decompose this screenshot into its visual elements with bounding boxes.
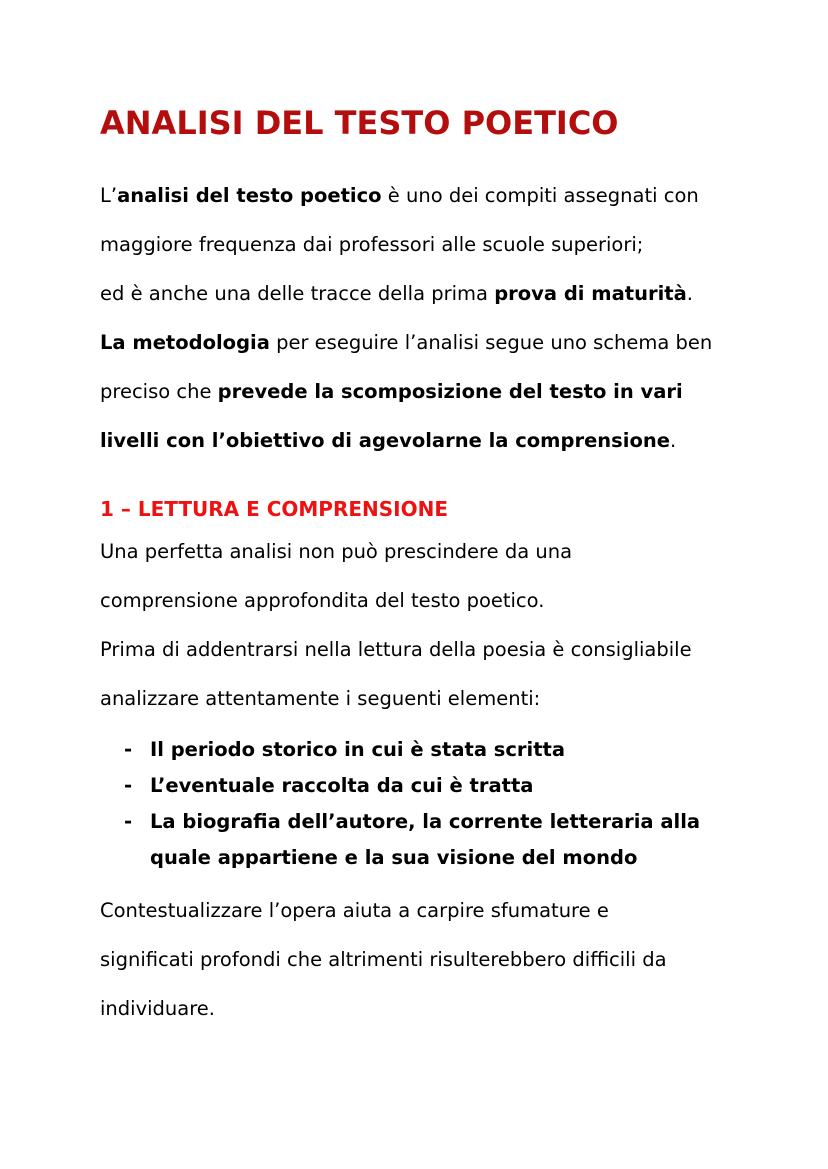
list-item: - La biografia dell’autore, la corrente letteraria alla: [124, 804, 700, 840]
section-line-2: comprensione approfondita del testo poetico.: [100, 589, 545, 612]
closing-line-1: Contestualizzare l’opera aiuta a carpire sfumature e: [100, 899, 609, 922]
closing-paragraph: [100, 886, 780, 1033]
page-title: ANALISI DEL TESTO POETICO: [100, 104, 619, 142]
bullet-marker: -: [124, 810, 133, 833]
list-item: - L’eventuale raccolta da cui è tratta: [124, 768, 700, 804]
elements-list: [124, 732, 700, 876]
closing-line-2: significati profondi che altrimenti risulterebbero difficili da: [100, 948, 667, 971]
section-line-4: analizzare attentamente i seguenti elementi:: [100, 687, 541, 710]
intro-line-5: preciso che prevede la scomposizione del testo in vari: [100, 380, 683, 403]
emphasis-livelli: livelli con l’obiettivo di agevolarne la comprensione: [100, 429, 670, 452]
intro-line-4: La metodologia per eseguire l’analisi segue uno schema ben: [100, 331, 713, 354]
intro-line-3: ed è anche una delle tracce della prima prova di maturità.: [100, 282, 693, 305]
bullet-marker: -: [124, 774, 133, 797]
emphasis-scomposizione: prevede la scomposizione del testo in vari: [217, 380, 683, 403]
intro-line-1: L’analisi del testo poetico è uno dei compiti assegnati con: [100, 184, 699, 207]
section-line-3: Prima di addentrarsi nella lettura della poesia è consigliabile: [100, 638, 692, 661]
list-item: - Il periodo storico in cui è stata scritta: [124, 732, 700, 768]
bullet-marker: -: [124, 738, 133, 761]
closing-line-3: individuare.: [100, 997, 216, 1020]
emphasis-prova: prova di maturità: [494, 282, 687, 305]
section-paragraph: [100, 527, 780, 723]
intro-line-6: livelli con l’obiettivo di agevolarne la comprensione.: [100, 429, 677, 452]
intro-paragraph: [100, 171, 780, 465]
intro-line-2: maggiore frequenza dai professori alle scuole superiori;: [100, 233, 644, 256]
list-item-continuation: quale appartiene e la sua visione del mondo: [150, 846, 638, 869]
section-line-1: Una perfetta analisi non può prescindere da una: [100, 540, 573, 563]
emphasis-analisi: analisi del testo poetico: [117, 184, 382, 207]
section-heading: 1 – LETTURA E COMPRENSIONE: [100, 497, 448, 521]
emphasis-metodologia: La metodologia: [100, 331, 270, 354]
